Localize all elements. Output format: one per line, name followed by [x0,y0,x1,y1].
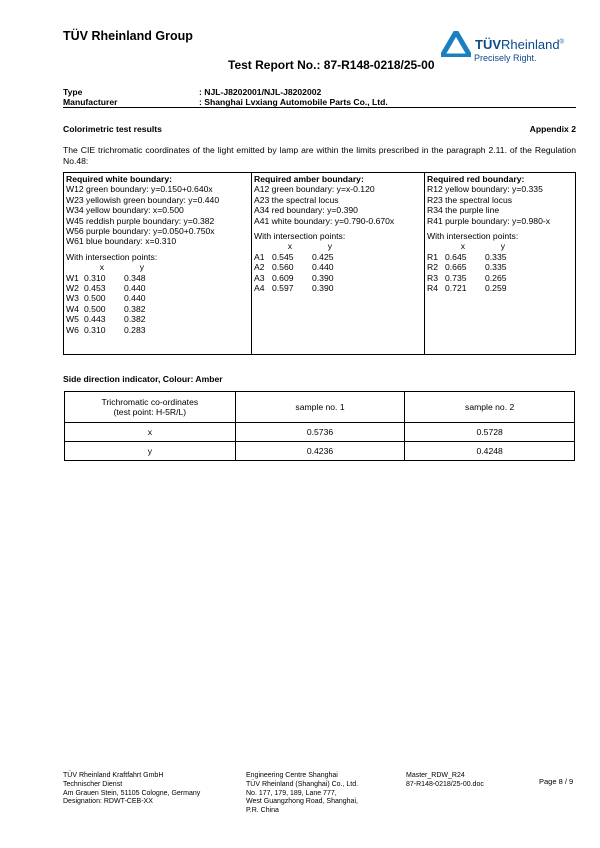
red-boundary-column [425,173,575,354]
red-line: R34 the purple line [427,205,500,216]
appendix-label: Appendix 2 [529,124,576,134]
footer-document: Master_RDW_R24 87-R148-0218/25-00.doc [406,772,484,788]
red-line: R23 the spectral locus [427,194,513,205]
amber-point: A3 0.609 0.390 [254,272,334,283]
white-point: W6 0.310 0.283 [66,324,146,335]
white-point: W3 0.500 0.440 [66,293,146,304]
logo-wordmark [475,37,564,52]
sample1-value: 0.5736 [235,423,405,442]
sample-table-header [65,392,575,423]
y-header: y [139,262,144,273]
section-header [63,124,576,134]
logo-registered: ® [559,39,564,46]
red-line: R41 purple boundary: y=0.980-x [427,215,551,226]
red-intersection-label: With intersection points: [427,231,519,242]
sample2-header: sample no. 2 [405,392,575,423]
red-point: R1 0.645 0.335 [427,251,507,262]
x-header: x [99,262,104,273]
y-header: y [327,241,332,252]
red-point: R3 0.735 0.265 [427,272,507,283]
type-row [63,87,576,97]
tuv-logo [441,31,576,67]
logo-tagline: Precisely Right. [474,53,537,63]
tuv-triangle-icon [441,31,471,57]
boundary-table [63,172,576,355]
red-point: R2 0.665 0.335 [427,262,507,273]
white-line: W34 yellow boundary: x=0.500 [66,205,184,216]
amber-line: A34 red boundary: y=0.390 [254,205,358,216]
coord-header: Trichromatic co-ordinates (test point: H-5R/L) [65,392,236,423]
sample2-value: 0.5728 [405,423,575,442]
meta-block [63,87,576,107]
type-value: : NJL-J8202001/NJL-J8202002 [199,87,322,97]
group-name: TÜV Rheinland Group [63,29,193,43]
side-indicator-title: Side direction indicator, Colour: Amber [63,374,223,384]
table-row [65,423,575,442]
amber-line: A12 green boundary: y=x-0.120 [254,184,375,195]
white-point: W1 0.310 0.348 [66,272,146,283]
amber-boundary-title: Required amber boundary: [254,174,364,184]
sample2-value: 0.4248 [405,442,575,461]
white-line: W56 purple boundary: y=0.050+0.750x [66,226,215,237]
type-label: Type [63,87,83,97]
white-line: W61 blue boundary: x=0.310 [66,236,177,247]
meta-divider [63,107,576,108]
amber-xy-header [254,241,422,251]
sample1-header: sample no. 1 [235,392,405,423]
sample-table [64,391,575,461]
footer-company: TÜV Rheinland Kraftfahrt GmbH Technischer Dienst Am Grauen Stein, 51105 Cologne, Germany Designation: RDWT-CEB-XX [63,772,201,806]
sample1-value: 0.4236 [235,442,405,461]
manufacturer-row [63,97,576,107]
intro-paragraph: The CIE trichromatic coordinates of the light emitted by lamp are within the limits prescribed in the paragraph 2.11. of the Regulation No.48: [63,145,576,166]
report-number: Test Report No.: 87-R148-0218/25-00 [228,58,435,72]
footer-shanghai: Engineering Centre Shanghai TÜV Rheinland (Shanghai) Co., Ltd. No. 177, 179, 189, Lane 777, West Guangzhong Road, Shanghai, P.R. China [246,772,359,815]
amber-point: A2 0.560 0.440 [254,262,334,273]
amber-line: A23 the spectral locus [254,194,339,205]
row-label: x [65,423,236,442]
white-boundary-column [64,173,252,354]
white-intersection-label: With intersection points: [66,251,158,262]
red-point: R4 0.721 0.259 [427,283,507,294]
white-xy-header [66,262,249,272]
row-label: y [65,442,236,461]
x-header: x [460,241,465,252]
logo-brand-bold: TÜV [475,37,501,52]
amber-line: A41 white boundary: y=0.790-0.670x [254,215,395,226]
white-point: W4 0.500 0.382 [66,303,146,314]
page-number: Page 8 / 9 [539,777,574,786]
x-header: x [287,241,292,252]
red-line: R12 yellow boundary: y=0.335 [427,184,543,195]
section-title: Colorimetric test results [63,124,162,134]
amber-boundary-column [252,173,425,354]
white-line: W45 reddish purple boundary: y=0.382 [66,215,215,226]
white-point: W5 0.443 0.382 [66,314,146,325]
y-header: y [500,241,505,252]
amber-point: A4 0.597 0.390 [254,283,334,294]
manufacturer-label: Manufacturer [63,97,118,107]
logo-brand-light: Rheinland [501,37,560,52]
amber-point: A1 0.545 0.425 [254,251,334,262]
amber-intersection-label: With intersection points: [254,231,346,242]
table-row [65,442,575,461]
white-line: W23 yellowish green boundary: y=0.440 [66,194,220,205]
red-boundary-title: Required red boundary: [427,174,525,184]
manufacturer-value: : Shanghai Lvxiang Automobile Parts Co., Ltd. [199,97,388,107]
white-boundary-title: Required white boundary: [66,174,172,184]
red-xy-header [427,241,573,251]
white-point: W2 0.453 0.440 [66,283,146,294]
white-line: W12 green boundary: y=0.150+0.640x [66,184,213,195]
